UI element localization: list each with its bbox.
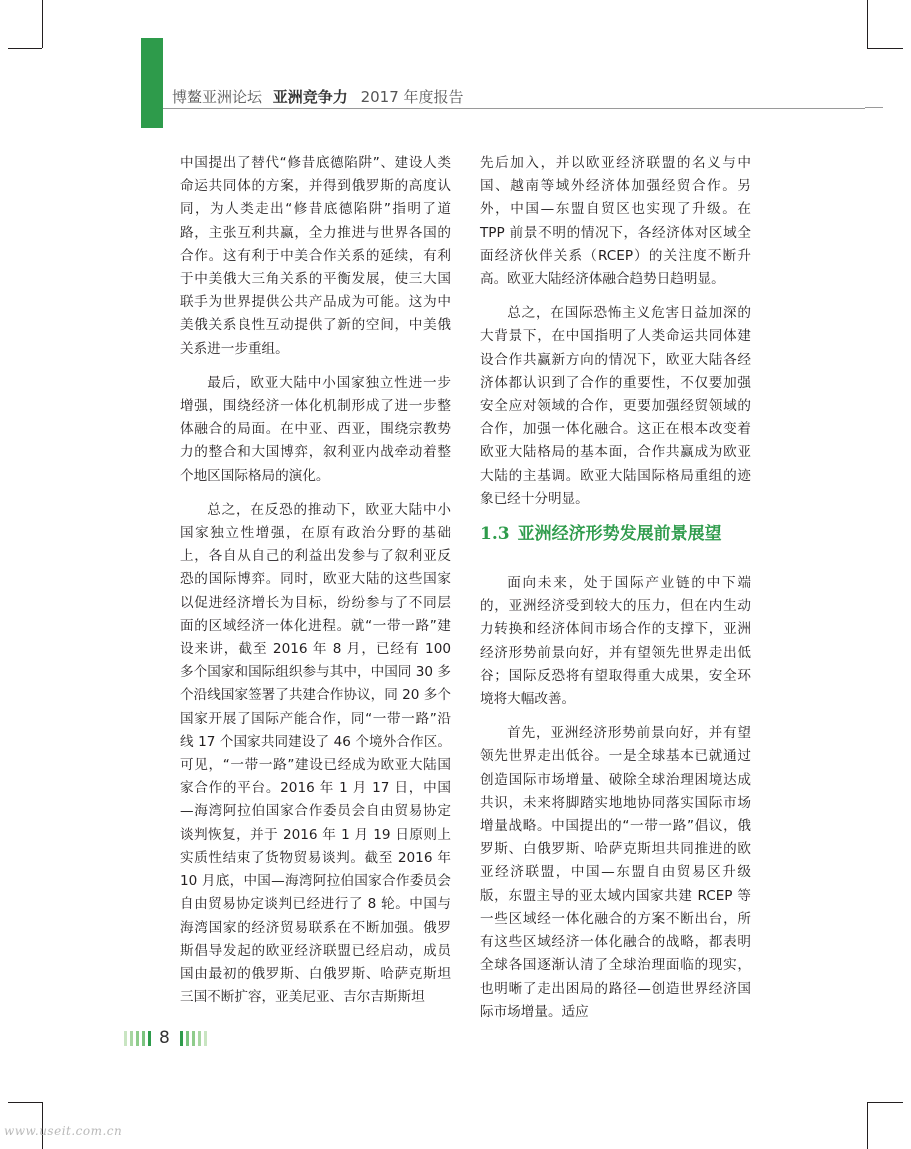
crop-mark-top-right-h bbox=[867, 48, 903, 49]
crop-mark-top-left-h bbox=[8, 48, 42, 49]
header-forum: 博鳌亚洲论坛 bbox=[172, 88, 263, 106]
footer-stripes-left bbox=[124, 1031, 154, 1046]
right-paragraph-4: 首先，亚洲经济形势前景向好，并有望领先世界走出低谷。一是全球基本已就通过创造国际市场增量、破除全球治理困境达成共识，未来将脚踏实地地协同落实国际市场增量战略。中国提出的“一带一路”倡议，俄罗斯、白俄罗斯、哈萨克斯坦共同推进的欧亚经济联盟，中国—东盟自由贸易区升级版，东盟主导的亚太域内国家共建 RCEP 等一些区域经一体化融合的方案不断出台，所有这些区域经济一体化融合的战略，都表明全球各国逐渐认清了全球治理面临的现实，也明晰了走出困局的路径—创造世界经济国际市场增量。适应 bbox=[480, 725, 751, 1020]
section-title: 亚洲经济形势发展前景展望 bbox=[517, 524, 722, 545]
section-number: 1.3 bbox=[480, 524, 510, 545]
page-footer bbox=[124, 1027, 210, 1049]
crop-mark-top-left-v bbox=[42, 0, 43, 48]
left-column bbox=[180, 152, 451, 1020]
right-column bbox=[480, 152, 751, 1035]
header-rule-tick bbox=[865, 107, 883, 108]
running-header bbox=[172, 86, 464, 107]
header-accent-bar bbox=[141, 38, 163, 128]
crop-mark-bottom-right-h bbox=[867, 1102, 903, 1103]
page-number: 8 bbox=[159, 1028, 170, 1048]
right-continuation: 先后加入，并以欧亚经济联盟的名义与中国、越南等域外经济体加强经贸合作。另外，中国—东盟自贸区也实现了升级。在 TPP 前景不明的情况下，各经济体对区域全面经济伙伴关系（RCEP）的关注度不断升高。欧亚大陆经济体融合趋势日趋明显。 bbox=[480, 155, 751, 288]
left-paragraph-3: 总之，在反恐的推动下，欧亚大陆中小国家独立性增强，在原有政治分野的基础上，各自从自己的利益出发参与了叙利亚反恐的国际博弈。同时，欧亚大陆的这些国家以促进经济增长为目标，纷纷参与了不同层面的区域经济一体化进程。就“一带一路”建设来讲，截至 2016 年 8 月，已经有 100 多个国家和国际组织参与其中，中国同 30 多个沿线国家签署了共建合作协议，同 20 多个国家开展了国际产能合作，同“一带一路”沿线 17 个国家共同建设了 46 个境外合作区。可见，“一带一路”建设已经成为欧亚大陆国家合作的平台。2016 年 1 月 17 日，中国—海湾阿拉伯国家合作委员会自由贸易协定谈判恢复，并于 2016 年 1 月 19 日原则上实质性结束了货物贸易谈判。截至 2016 年 10 月底，中国—海湾阿拉伯国家合作委员会自由贸易协定谈判已经进行了 8 轮。中国与海湾国家的经济贸易联系在不断加强。俄罗斯倡导发起的欧亚经济联盟已经启动，成员国由最初的俄罗斯、白俄罗斯、哈萨克斯坦三国不断扩容，亚美尼亚、吉尔吉斯斯坦 bbox=[180, 501, 451, 1006]
crop-mark-bottom-left-h bbox=[8, 1102, 42, 1103]
left-paragraph-2: 最后，欧亚大陆中小国家独立性进一步增强，围绕经济一体化机制形成了进一步整体融合的局面。在中亚、西亚，围绕宗教势力的整合和大国博弈，叙利亚内战牵动着整个地区国际格局的演化。 bbox=[180, 374, 451, 484]
crop-mark-top-right-v bbox=[867, 0, 868, 48]
header-rule bbox=[163, 108, 865, 109]
section-heading bbox=[480, 522, 751, 546]
footer-stripes-right bbox=[180, 1031, 210, 1046]
header-title: 亚洲竞争力 bbox=[272, 88, 348, 106]
right-paragraph-3: 面向未来，处于国际产业链的中下端的，亚洲经济受到较大的压力，但在内生动力转换和经济体间市场合作的支撑下，亚洲经济形势前景向好，并有望领先世界走出低谷；国际反恐将有望取得重大成果，安全环境将大幅改善。 bbox=[480, 575, 751, 708]
header-year-report: 2017 年度报告 bbox=[360, 88, 464, 106]
crop-mark-bottom-right-v bbox=[867, 1102, 868, 1149]
watermark: www.useit.com.cn bbox=[4, 1124, 123, 1138]
right-paragraph-2: 总之，在国际恐怖主义危害日益加深的大背景下，在中国指明了人类命运共同体建设合作共赢新方向的情况下，欧亚大陆各经济体都认识到了合作的重要性，不仅要加强安全应对领域的合作，更要加强经贸领域的合作，加强一体化融合。这正在根本改变着欧亚大陆格局的基本面，合作共赢成为欧亚大陆的主基调。欧亚大陆国际格局重组的迹象已经十分明显。 bbox=[480, 305, 751, 507]
left-paragraph-1: 中国提出了替代“修昔底德陷阱”、建设人类命运共同体的方案，并得到俄罗斯的高度认同，为人类走出“修昔底德陷阱”指明了道路，主张互利共赢，全力推进与世界各国的合作。这有利于中美合作关系的延续，有利于中美俄大三角关系的平衡发展，使三大国联手为世界提供公共产品成为可能。这为中美俄关系良性互动提供了新的空间，中美俄关系进一步重组。 bbox=[180, 155, 451, 357]
